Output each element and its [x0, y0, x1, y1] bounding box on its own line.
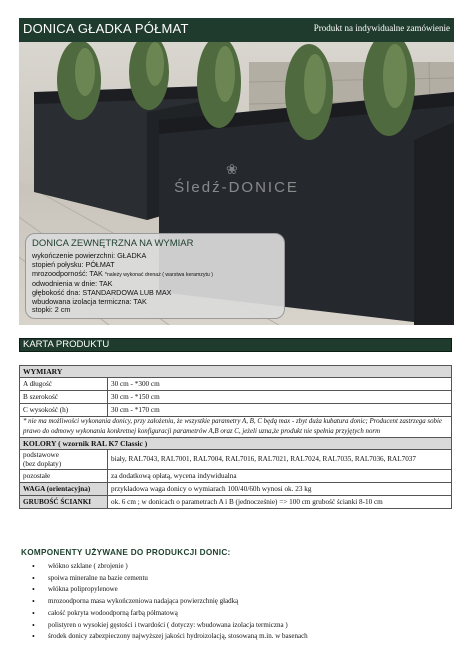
table-row	[20, 417, 452, 438]
watermark-logo: ❀	[226, 163, 238, 178]
list-item: • środek donicy zabezpieczony najwyższej jakości hydroizolacją, stosowaną m.in. w basenach	[32, 631, 308, 643]
table-row	[20, 378, 452, 391]
list-item: • włókna polipropylenowe	[32, 584, 308, 596]
list-item: • mrozoodporna masa wykończeniowa nadająca powierzchnię gładką	[32, 596, 308, 608]
waga-label: WAGA (orientacyjna)	[20, 483, 108, 496]
watermark: Śledź-DONICE	[174, 179, 299, 196]
kolor-value: biały, RAL7043, RAL7001, RAL7004, RAL7016, RAL7021, RAL7024, RAL7035, RAL7036, RAL7037	[108, 450, 452, 470]
spec-table	[19, 365, 452, 509]
list-item: • włókno szklane ( zbrojenie )	[32, 561, 308, 573]
page-title: DONICA GŁADKA PÓŁMAT	[23, 21, 189, 36]
table-section-header	[20, 366, 452, 378]
waga-value: przykładowa waga donicy o wymiarach 100/40/60h wynosi ok. 23 kg	[108, 483, 452, 496]
section-header-karta: KARTA PRODUKTU	[19, 338, 452, 352]
kolor-label: podstawowe (bez dopłaty)	[20, 450, 108, 470]
components-list	[32, 561, 308, 643]
info-card	[25, 233, 285, 319]
dim-label: C wysokość (h)	[20, 404, 108, 417]
info-line: stopień połysku: PÓŁMAT	[32, 259, 115, 269]
page-subtitle: Produkt na indywidualne zamówienie	[313, 23, 450, 33]
info-card-lines	[32, 252, 213, 315]
info-line: wbudowana izolacja termiczna: TAK	[32, 296, 147, 306]
dim-value: 30 cm - *150 cm	[108, 391, 452, 404]
grubosc-value: ok. 6 cm ; w donicach o parametrach A i B (jednocześnie) => 100 cm grubość ścianki 8-10 cm	[108, 496, 452, 509]
list-item: • całość pokryta wodoodporną farbą półmatową	[32, 608, 308, 620]
dim-label: A długość	[20, 378, 108, 391]
list-item: • spoiwa mineralne na bazie cementu	[32, 573, 308, 585]
info-line-text: mrozoodporność: TAK	[32, 268, 105, 278]
table-section-header	[20, 438, 452, 450]
info-line: głębokość dna: STANDARDOWA LUB MAX	[32, 287, 172, 297]
info-line-note: *należy wykonać drenaż ( warstwa keramzytu )	[104, 271, 213, 278]
kolor-label: pozostałe	[20, 470, 108, 483]
info-line: odwodnienia w dnie: TAK	[32, 278, 113, 288]
kolory-header: KOLORY ( wzornik RAL K7 Classic )	[20, 438, 452, 450]
kolor-value: za dodatkową opłatą, wycena indywidualna	[108, 470, 452, 483]
dim-label: B szerokość	[20, 391, 108, 404]
dim-value: 30 cm - *170 cm	[108, 404, 452, 417]
dim-value: 30 cm - *300 cm	[108, 378, 452, 391]
table-row	[20, 391, 452, 404]
table-row	[20, 483, 452, 496]
info-line: stopki: 2 cm	[32, 305, 71, 315]
info-line: wykończenie powierzchni: GŁADKA	[32, 251, 147, 260]
info-card-title: DONICA ZEWNĘTRZNA NA WYMIAR	[32, 238, 194, 249]
table-row	[20, 496, 452, 509]
table-row	[20, 470, 452, 483]
title-bar	[19, 18, 454, 42]
components-title: KOMPONENTY UŻYWANE DO PRODUKCJI DONIC:	[21, 548, 231, 557]
list-item: • polistyren o wysokiej gęstości i twardości ( dotyczy: wbudowana izolacja termiczna )	[32, 620, 308, 632]
grubosc-label: GRUBOŚĆ ŚCIANKI	[20, 496, 108, 509]
dims-note: * nie ma możliwości wykonania donicy, przy założeniu, że wszystkie parametry A, B, C będą max - zbyt duża kubatura donic; Producent zastrzega sobie prawo do odmowy wykonania konkretnej konfiguracji parametrów A,B oraz C, jeżeli uzna,że produkt nie spełnia przyjętych norm	[20, 417, 452, 438]
table-row	[20, 450, 452, 470]
wymiary-header: WYMIARY	[20, 366, 452, 378]
table-row	[20, 404, 452, 417]
